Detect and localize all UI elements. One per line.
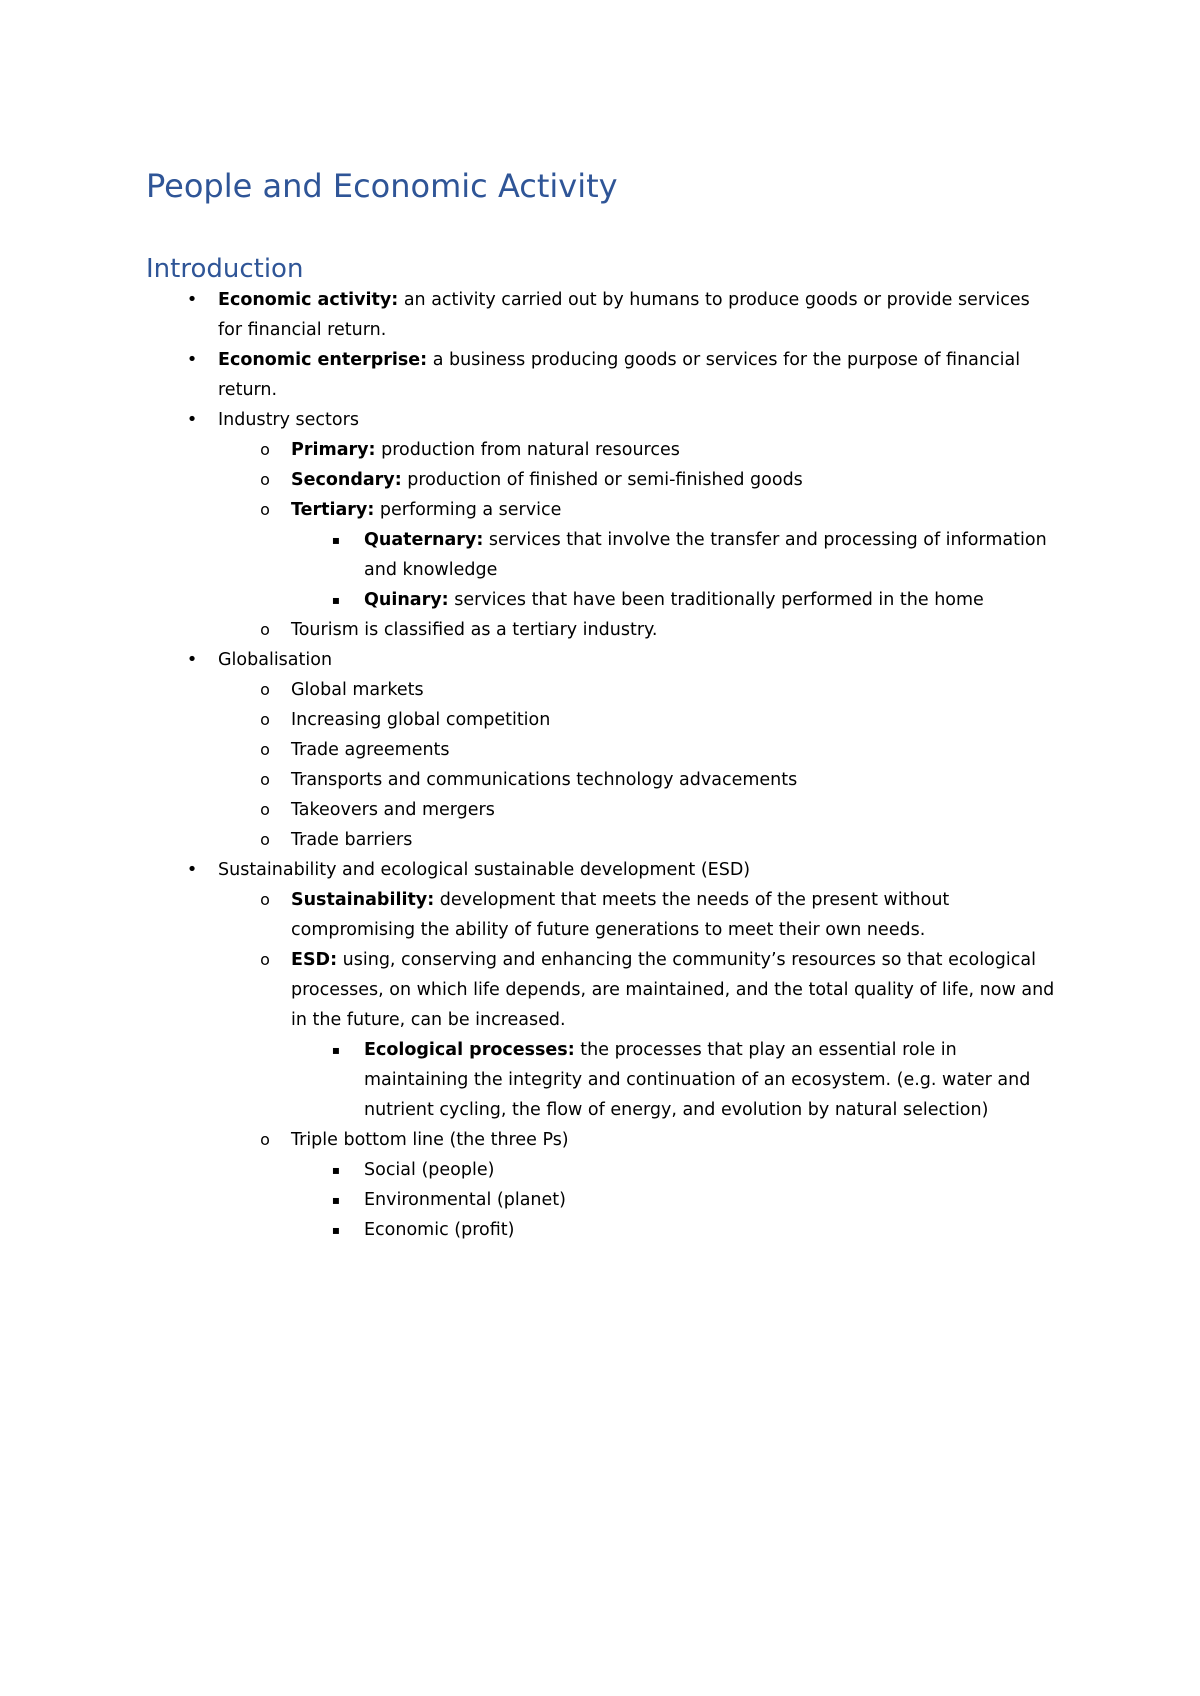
outline-item-level-3 — [331, 1185, 1064, 1215]
outline-item-level-1 — [186, 855, 1058, 885]
outline-item-level-2 — [260, 705, 1066, 735]
outline-item-text: the processes that play an essential role in maintaining the integrity and continuation of an ecosystem. (e.g. water and nutrient cycling, the flow of energy, and evolution by natural selection) — [364, 1040, 1031, 1120]
outline-item-level-1 — [186, 345, 1058, 405]
outline-item-text: Trade barriers — [291, 830, 413, 850]
outline-item-text: using, conserving and enhancing the community’s resources so that ecological processes, on which life depends, are maintained, and the total quality of life, now and in the future, can be increased. — [291, 950, 1055, 1030]
outline-item-text: Tourism is classified as a tertiary industry. — [291, 620, 658, 640]
outline-item-term: Primary: — [291, 440, 376, 460]
bullet-circle: o — [260, 620, 270, 639]
bullet-circle: o — [260, 800, 270, 819]
bullet-square: ▪ — [331, 1163, 341, 1177]
section-heading: Introduction — [146, 254, 304, 284]
bullet-square: ▪ — [331, 1193, 341, 1207]
outline-item-text: production from natural resources — [375, 440, 680, 460]
outline-item-term: Economic enterprise: — [218, 350, 428, 370]
outline-item-level-1 — [186, 285, 1058, 345]
outline-item-text: Sustainability and ecological sustainable development (ESD) — [218, 860, 751, 880]
outline-item-text: Increasing global competition — [291, 710, 551, 730]
outline-item-term: Secondary: — [291, 470, 402, 490]
outline-item-term: Ecological processes: — [364, 1040, 575, 1060]
outline-item-level-3 — [331, 1035, 1064, 1125]
outline-item-level-2 — [260, 825, 1066, 855]
outline-item-level-2 — [260, 735, 1066, 765]
outline-item-level-1 — [186, 645, 1058, 675]
outline-item-level-3 — [331, 1215, 1064, 1245]
bullet-circle: o — [260, 680, 270, 699]
outline-item-level-2 — [260, 945, 1066, 1035]
bullet-circle: o — [260, 1130, 270, 1149]
outline-item-text: Globalisation — [218, 650, 333, 670]
outline-item-term: Sustainability: — [291, 890, 435, 910]
bullet-outline — [0, 285, 1200, 1245]
outline-item-level-2 — [260, 615, 1066, 645]
bullet-disc: • — [186, 289, 198, 310]
bullet-disc: • — [186, 349, 198, 370]
outline-item-text: Environmental (planet) — [364, 1190, 566, 1210]
outline-item-level-2 — [260, 795, 1066, 825]
bullet-circle: o — [260, 830, 270, 849]
outline-item-level-2 — [260, 435, 1066, 465]
bullet-circle: o — [260, 500, 270, 519]
bullet-circle: o — [260, 770, 270, 789]
document-title: People and Economic Activity — [146, 167, 618, 205]
outline-item-text: Triple bottom line (the three Ps) — [291, 1130, 569, 1150]
bullet-disc: • — [186, 409, 198, 430]
outline-item-text: a business producing goods or services for the purpose of financial return. — [218, 350, 1021, 400]
bullet-square: ▪ — [331, 1043, 341, 1057]
outline-item-text: performing a service — [374, 500, 562, 520]
outline-item-text: Trade agreements — [291, 740, 450, 760]
outline-item-term: Quinary: — [364, 590, 449, 610]
outline-item-term: Economic activity: — [218, 290, 399, 310]
outline-item-level-3 — [331, 1155, 1064, 1185]
bullet-disc: • — [186, 649, 198, 670]
outline-item-term: Tertiary: — [291, 500, 375, 520]
bullet-circle: o — [260, 740, 270, 759]
outline-item-level-2 — [260, 765, 1066, 795]
bullet-circle: o — [260, 950, 270, 969]
outline-item-level-2 — [260, 495, 1066, 525]
outline-item-level-3 — [331, 525, 1064, 585]
outline-item-term: ESD: — [291, 950, 338, 970]
outline-item-text: production of finished or semi-finished goods — [401, 470, 803, 490]
outline-item-level-2 — [260, 1125, 1066, 1155]
bullet-square: ▪ — [331, 593, 341, 607]
outline-item-text: services that involve the transfer and processing of information and knowledge — [364, 530, 1047, 580]
outline-item-level-3 — [331, 585, 1064, 615]
outline-item-text: Transports and communications technology advacements — [291, 770, 798, 790]
bullet-circle: o — [260, 890, 270, 909]
outline-item-level-2 — [260, 885, 1066, 945]
bullet-disc: • — [186, 859, 198, 880]
bullet-circle: o — [260, 440, 270, 459]
outline-item-text: Takeovers and mergers — [291, 800, 495, 820]
bullet-square: ▪ — [331, 1223, 341, 1237]
outline-item-level-2 — [260, 675, 1066, 705]
outline-item-level-1 — [186, 405, 1058, 435]
outline-item-level-2 — [260, 465, 1066, 495]
outline-item-text: Global markets — [291, 680, 424, 700]
bullet-square: ▪ — [331, 533, 341, 547]
bullet-circle: o — [260, 710, 270, 729]
outline-item-text: development that meets the needs of the present without compromising the ability of future generations to meet their own needs. — [291, 890, 950, 940]
outline-item-text: Industry sectors — [218, 410, 359, 430]
bullet-circle: o — [260, 470, 270, 489]
outline-item-text: Economic (profit) — [364, 1220, 515, 1240]
outline-item-term: Quaternary: — [364, 530, 484, 550]
outline-item-text: Social (people) — [364, 1160, 495, 1180]
outline-item-text: services that have been traditionally performed in the home — [448, 590, 984, 610]
outline-item-text: an activity carried out by humans to produce goods or provide services for financial return. — [218, 290, 1030, 340]
